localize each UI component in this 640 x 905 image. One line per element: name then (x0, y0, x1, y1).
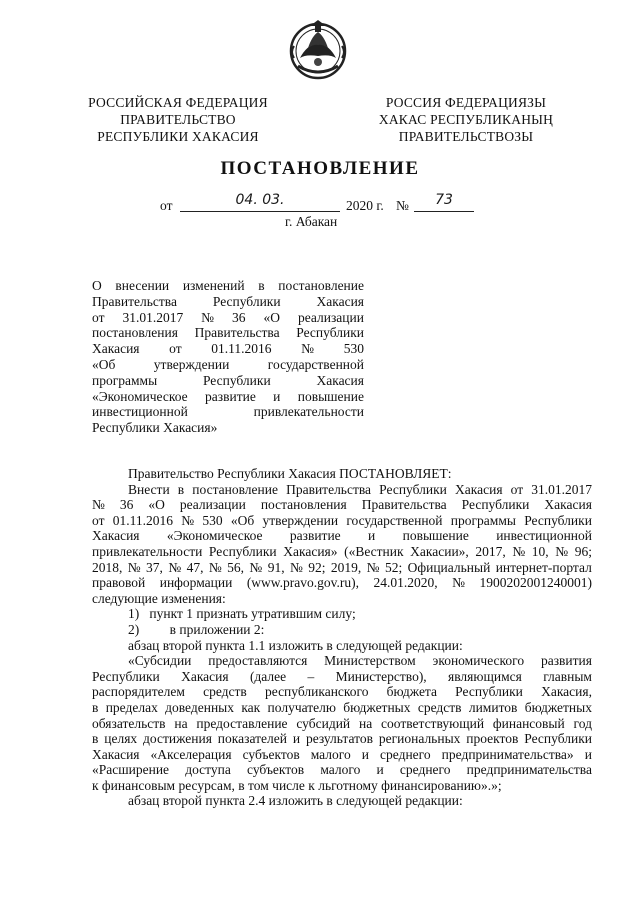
header-right-line: ПРАВИТЕЛЬСТВОЗЫ (398, 129, 534, 144)
body-word: Хакасия» (283, 543, 338, 559)
subject-word: Республики (296, 325, 364, 341)
body-word: достижения (143, 731, 212, 747)
body-word: предоставляются (208, 653, 308, 669)
body-word: привлекательности (92, 543, 203, 559)
body-word: развития (540, 653, 592, 669)
subject-word: от (169, 341, 182, 357)
body-word: пределах (105, 699, 158, 715)
body-word: № (249, 559, 263, 575)
subject-word: О (92, 278, 102, 293)
body-word: и (376, 762, 384, 778)
from-label: от (160, 198, 173, 213)
body-line (92, 762, 592, 778)
body-word: бюджетных (524, 699, 592, 715)
body-line (92, 622, 592, 638)
body-word: предоставление (196, 715, 288, 731)
body-word: 52; (384, 559, 403, 575)
body-word: Официальный (407, 559, 491, 575)
subject-word: постановления (92, 325, 178, 341)
subject-word: Республики Хакасия» (92, 420, 218, 436)
subject-word: государственной (267, 356, 364, 372)
body-word: «Субсидии (128, 653, 192, 669)
body-word: абзац второй пункта 2.4 изложить в следующей редакции: (128, 793, 463, 809)
body-word: среднего (380, 746, 431, 762)
body-word: показателей (217, 731, 287, 747)
body-word: Правительства (361, 497, 447, 513)
body-line (92, 575, 592, 591)
body-word: и (292, 731, 301, 747)
body-word: республиканского (264, 684, 369, 700)
body-word: Республики (208, 543, 277, 559)
document-title: ПОСТАНОВЛЕНИЕ (220, 158, 420, 179)
body-line (92, 591, 592, 607)
body-word: интернет-портал (495, 559, 592, 575)
body-word: среднего (399, 762, 451, 778)
subject-word: Хакасия (316, 372, 364, 388)
subject-line (92, 357, 364, 373)
body-word: Хакасия (92, 528, 140, 544)
body-line (92, 528, 592, 544)
body-word: (www.pravo.gov.ru), (246, 575, 360, 591)
subject-line (92, 310, 364, 326)
body-word: 31.01.2017 (531, 481, 592, 497)
body-word: абзац второй пункта 1.1 изложить в следующей редакции: (128, 637, 463, 653)
body-line (92, 700, 592, 716)
subject-word: 36 (232, 309, 246, 325)
body-word: 2) в приложении 2: (128, 621, 265, 637)
subject-line (92, 404, 364, 420)
body-word: 2017, (475, 543, 506, 559)
body-word: как (241, 699, 261, 715)
body-line (92, 497, 592, 513)
body-word: информации (159, 575, 233, 591)
subject-word: 31.01.2017 (122, 309, 184, 325)
body-word: Министерство), (335, 668, 427, 684)
subject-word: инвестиционной (92, 404, 188, 420)
body-word: «О (148, 497, 165, 513)
body-word: 37, (146, 559, 163, 575)
body-word: к финансовым ресурсам, в том числе к льготному финансированию».»; (92, 777, 502, 793)
header-right-line: ХАКАС РЕСПУБЛИКАНЫҢ (378, 112, 554, 127)
body-word: средств (203, 684, 247, 700)
subject-word: «Об (92, 356, 116, 372)
body-word: – (307, 668, 315, 684)
body-word: 1900202001240001) (479, 575, 592, 591)
subject-word: 01.11.2016 (211, 341, 272, 357)
body-word: субсидий (296, 715, 351, 731)
body-word: Хакасия (181, 668, 229, 684)
body-word: 2019, (330, 559, 362, 575)
subject-line (92, 373, 364, 389)
body-word: Республики (379, 481, 447, 497)
body-word: проектов (466, 731, 519, 747)
city-name: г. Абакан (285, 214, 338, 229)
body-word: Республики (524, 731, 592, 747)
subject-word: № (201, 309, 215, 325)
body-line (92, 482, 592, 498)
body-line (92, 669, 592, 685)
body-word: распорядителем (92, 684, 185, 700)
body-word: на (358, 715, 373, 731)
subject-word: «О (263, 309, 280, 325)
body-line (92, 747, 592, 763)
body-word: следующие изменения: (92, 590, 226, 606)
body-word: Республики (461, 497, 530, 513)
body-word: Правительства (286, 481, 372, 497)
body-word: № (512, 543, 526, 559)
body-word: постановления (260, 497, 347, 513)
header-russian (78, 94, 278, 145)
body-word: финансовый (492, 715, 565, 731)
subject-line (92, 294, 364, 310)
body-word: предпринимательства (466, 762, 592, 778)
body-word: 47, (186, 559, 204, 575)
subject-word: Хакасия (316, 293, 364, 309)
body-line (92, 513, 592, 529)
subject-word: развитие (205, 388, 256, 404)
body-word: на (174, 715, 188, 731)
body-word: правовой (92, 575, 146, 591)
subject-word: № (301, 341, 315, 357)
handwritten-number: 73 (435, 192, 453, 208)
body-word: 01.11.2016 (112, 512, 173, 528)
body-word: Хакасия (455, 481, 503, 497)
subject-word: Правительства (194, 325, 280, 341)
body-word: год (573, 715, 592, 731)
body-line (92, 560, 592, 576)
body-word: 24.01.2020, (373, 575, 438, 591)
body-word: малого (310, 746, 351, 762)
body-word: Внести (128, 481, 170, 497)
body-line (92, 793, 592, 809)
subject-word: от (92, 309, 105, 325)
body-word: «Расширение (92, 762, 170, 778)
body-word: целях (104, 731, 138, 747)
body-word: (далее (249, 668, 287, 684)
subject-word: программы (92, 372, 158, 388)
body-word: «Акселерация (150, 746, 232, 762)
body-word: получателю (267, 699, 336, 715)
body-word: обязательств (92, 715, 166, 731)
year-label: 2020 г. (346, 198, 384, 213)
body-word: субъектов (247, 762, 305, 778)
body-word: и (368, 528, 376, 544)
subject-word: привлекательности (253, 404, 364, 420)
body-word: утверждении (262, 512, 339, 528)
header-right-line: РОССИЯ ФЕДЕРАЦИЯЗЫ (385, 95, 547, 110)
body-word: доведенных (165, 699, 234, 715)
body-word: бюджетных (343, 699, 411, 715)
body-word: 530 (202, 512, 223, 528)
date-blank (180, 192, 340, 212)
body-word: Республики (524, 512, 592, 528)
header-left-line: РЕСПУБЛИКИ ХАКАСИЯ (97, 129, 259, 144)
body-word: развитие (289, 528, 341, 544)
body-word: доступа (185, 762, 231, 778)
body-line (92, 778, 592, 794)
body-line (92, 731, 592, 747)
body-word: 36 (119, 497, 134, 513)
subject-word: повышение (297, 388, 364, 404)
subject-word: утверждении (153, 356, 230, 372)
subject-line (92, 341, 364, 357)
body-word: соответствующий (381, 715, 485, 731)
body-word: («Вестник (344, 543, 404, 559)
body-word: программы (450, 512, 516, 528)
body-word: от (92, 512, 105, 528)
document-subject (92, 278, 364, 436)
body-word: 1) пункт 1 признать утратившим силу; (128, 606, 356, 622)
body-word: от (510, 481, 524, 497)
body-word: № (168, 559, 182, 575)
body-word: № (452, 575, 465, 591)
body-word: инвестиционной (496, 528, 592, 544)
coat-of-arms-emblem (286, 18, 350, 82)
body-word: 92; (308, 559, 326, 575)
body-word: № (366, 559, 380, 575)
body-word: главным (543, 668, 592, 684)
subject-word: Республики (202, 372, 271, 388)
body-word: постановление (192, 481, 278, 497)
body-line (92, 653, 592, 669)
body-word: 56, (227, 559, 245, 575)
body-word: Республики (455, 684, 523, 700)
number-label: № (396, 198, 409, 213)
subject-word: Хакасия (92, 341, 140, 357)
subject-word: Правительства (92, 293, 177, 309)
subject-word: внесении (115, 278, 170, 293)
subject-word: 530 (343, 341, 364, 357)
body-word: являющимся (448, 668, 522, 684)
body-word: малого (320, 762, 361, 778)
body-word: государственной (346, 512, 443, 528)
body-word: региональных (378, 731, 461, 747)
body-word: № (92, 497, 105, 513)
subject-line (92, 325, 364, 341)
body-word: бюджета (386, 684, 437, 700)
body-word: повышение (402, 528, 469, 544)
body-line (92, 544, 592, 560)
body-word: «Об (230, 512, 255, 528)
body-word: экономического (432, 653, 525, 669)
body-word: Хакасия (544, 497, 592, 513)
body-line (92, 716, 592, 732)
body-word: средств (417, 699, 462, 715)
subject-word: в (258, 278, 265, 293)
body-word: Хакасия, (541, 684, 592, 700)
body-word: № (208, 559, 222, 575)
document-body (92, 466, 592, 809)
body-line (92, 638, 592, 654)
subject-line (92, 278, 364, 294)
body-word: 10, (531, 543, 549, 559)
body-word: Правительство Республики Хакасия ПОСТАНОВЛЯЕТ: (128, 466, 452, 481)
body-word: 96; (574, 543, 592, 559)
body-word: Министерством (324, 653, 416, 669)
body-word: № (181, 512, 195, 528)
header-left-line: РОССИЙСКАЯ ФЕДЕРАЦИЯ (88, 95, 268, 110)
body-word: и (584, 746, 592, 762)
body-word: лимитов (468, 699, 518, 715)
body-word: предпринимательства» (441, 746, 574, 762)
body-word: 91, (267, 559, 285, 575)
body-word: Хакасии», (410, 543, 469, 559)
subject-word: постановление (278, 278, 364, 293)
number-blank (414, 192, 474, 212)
body-word: реализации (179, 497, 246, 513)
body-word: результатов (305, 731, 373, 747)
subject-word: «Экономическое (92, 388, 188, 404)
subject-word: изменений (182, 278, 245, 293)
body-word: и (361, 746, 369, 762)
body-word: № (127, 559, 141, 575)
body-word: 2018, (92, 559, 123, 575)
body-word: «Экономическое (166, 528, 263, 544)
body-word: в (92, 731, 99, 747)
subject-line (92, 389, 364, 405)
body-word: № (289, 559, 303, 575)
subject-word: Республики (212, 293, 281, 309)
body-line (92, 684, 592, 700)
body-word: субъектов (242, 746, 300, 762)
subject-line (92, 420, 364, 436)
handwritten-date: 04. 03. (235, 192, 285, 208)
header-left-line: ПРАВИТЕЛЬСТВО (120, 112, 236, 127)
body-word: в (92, 699, 99, 715)
subject-word: и (273, 388, 281, 404)
body-word: в (177, 481, 185, 497)
body-line (92, 606, 592, 622)
body-word: № (555, 543, 569, 559)
header-khakas (366, 94, 566, 145)
subject-word: реализации (297, 309, 364, 325)
body-line (92, 466, 592, 482)
body-word: Хакасия (92, 746, 140, 762)
body-word: Республики (92, 668, 160, 684)
